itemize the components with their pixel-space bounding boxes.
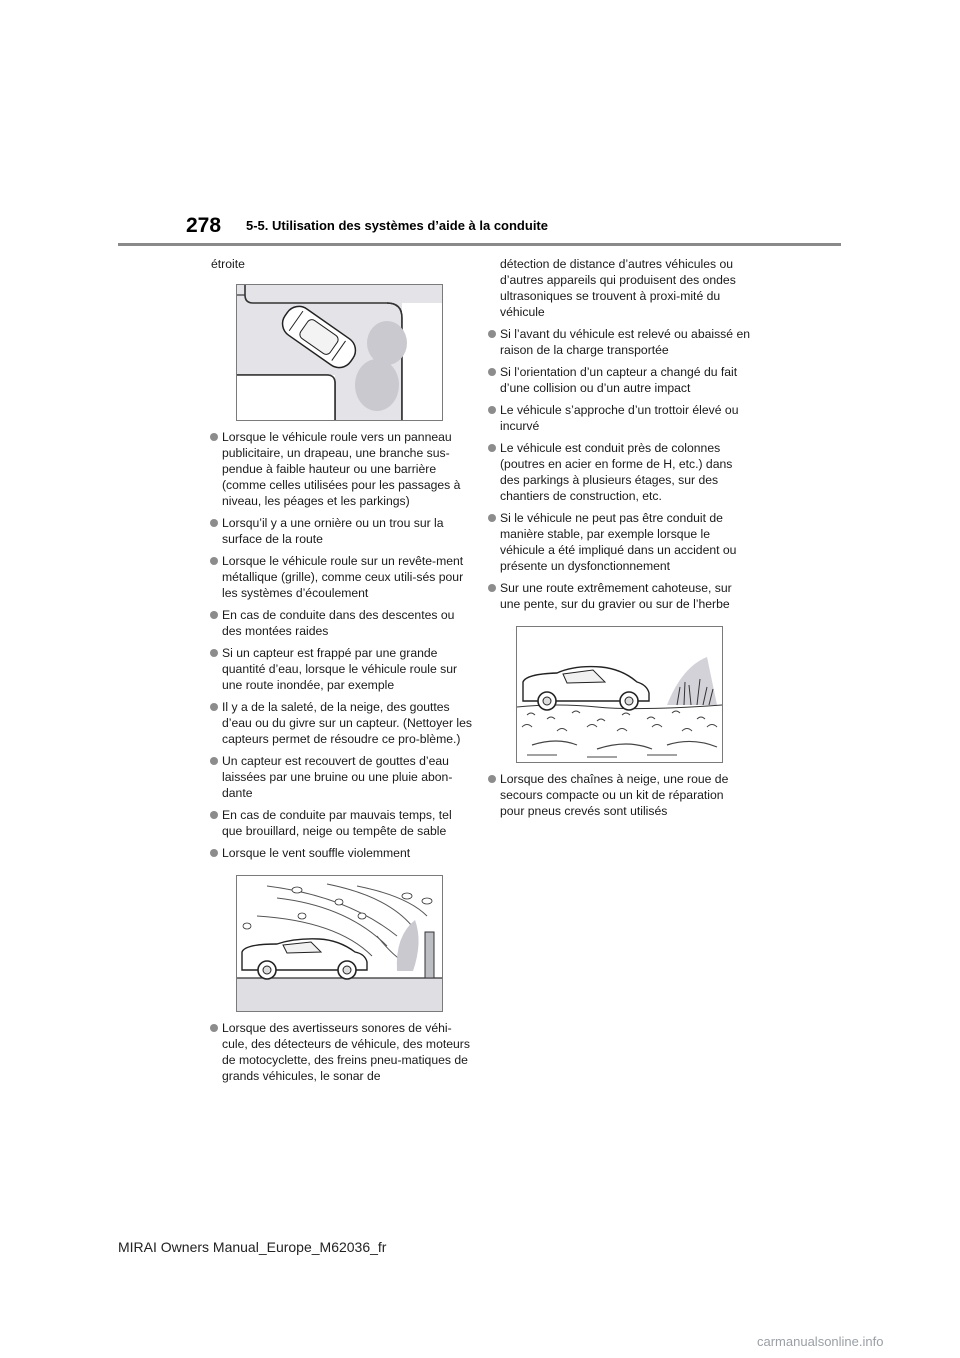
parking-corner-drawing <box>237 285 442 420</box>
list-item-text: Le véhicule s’approche d’un trottoir élevé ou incurvé <box>500 403 739 433</box>
bullet-icon <box>210 433 218 441</box>
list-item <box>211 753 473 801</box>
list-item-text: Si un capteur est frappé par une grande quantité d’eau, lorsque le véhicule roule sur une route inondée, par exemple <box>222 646 458 692</box>
section-title: 5-5. Utilisation des systèmes d’aide à la conduite <box>246 218 548 233</box>
list-item <box>211 1020 473 1084</box>
bullet-icon <box>488 330 496 338</box>
list-item <box>489 771 751 819</box>
bullet-icon <box>210 557 218 565</box>
bullet-icon <box>488 584 496 592</box>
list-item <box>211 845 473 861</box>
list-item-text: Lorsque le véhicule roule vers un panneau publicitaire, un drapeau, une branche sus-pendue à faible hauteur ou une barrière (comme celles utilisées pour les passages à niveau, les péages et les parkings) <box>222 430 461 508</box>
bullet-icon <box>210 703 218 711</box>
rough-road-drawing <box>517 627 722 762</box>
bullet-icon <box>210 519 218 527</box>
continuation-text: étroite <box>211 257 245 271</box>
list-item-text: Il y a de la saleté, de la neige, des gouttes d’eau ou du givre sur un capteur. (Nettoyer les capteurs permet de résoudre ce pro-blème.) <box>222 700 472 746</box>
list-item-text: Si l’avant du véhicule est relevé ou abaissé en raison de la charge transportée <box>500 327 750 357</box>
parking-corner-illustration <box>236 284 443 421</box>
list-item <box>211 553 473 601</box>
list-item <box>211 645 473 693</box>
list-item-text: Si l’orientation d’un capteur a changé du fait d’une collision ou d’un autre impact <box>500 365 738 395</box>
bullet-icon <box>210 811 218 819</box>
bullet-icon <box>488 444 496 452</box>
left-column <box>211 256 473 1090</box>
list-item <box>211 699 473 747</box>
list-item-text: Si le véhicule ne peut pas être conduit de manière stable, par exemple lorsque le véhicule a été impliqué dans un accident ou présente un dysfonctionnement <box>500 511 737 573</box>
bullet-icon <box>488 406 496 414</box>
list-item <box>489 440 751 504</box>
bullet-icon <box>210 849 218 857</box>
list-item-text: Le véhicule est conduit près de colonnes (poutres en acier en forme de H, etc.) dans des parkings à plusieurs étages, sur des chantiers de construction, etc. <box>500 441 733 503</box>
list-item <box>211 515 473 547</box>
list-item <box>211 429 473 509</box>
list-item <box>211 807 473 839</box>
bullet-icon <box>488 368 496 376</box>
list-item-text: En cas de conduite par mauvais temps, tel que brouillard, neige ou tempête de sable <box>222 808 452 838</box>
list-item-text: Lorsque le véhicule roule sur un revête-ment métallique (grille), comme ceux utili-sés pour les systèmes d’écoulement <box>222 554 464 600</box>
list-item-text: Sur une route extrêmement cahoteuse, sur une pente, sur du gravier ou sur de l’herbe <box>500 581 732 611</box>
bullet-icon <box>210 649 218 657</box>
right-column <box>489 256 751 825</box>
list-item <box>489 402 751 434</box>
bullet-icon <box>488 514 496 522</box>
list-item <box>489 580 751 612</box>
continuation-text: détection de distance d’autres véhicules ou d’autres appareils qui produisent des ondes ultrasoniques se trouvent à proxi-mité du véhicule <box>500 257 736 319</box>
bullet-icon <box>210 1024 218 1032</box>
watermark: carmanualsonline.info <box>757 1334 884 1349</box>
list-item-text: Lorsqu’il y a une ornière ou un trou sur la surface de la route <box>222 516 444 546</box>
bullet-icon <box>488 775 496 783</box>
page-number: 278 <box>186 214 222 237</box>
list-item-text: Un capteur est recouvert de gouttes d’eau laissées par une bruine ou une pluie abon-dante <box>222 754 453 800</box>
list-item <box>489 510 751 574</box>
bullet-icon <box>210 611 218 619</box>
list-item-text: En cas de conduite dans des descentes ou des montées raides <box>222 608 455 638</box>
rough-road-illustration <box>516 626 723 763</box>
list-item <box>489 364 751 396</box>
list-item-text: Lorsque le vent souffle violemment <box>222 846 411 860</box>
list-item <box>489 326 751 358</box>
footer-manual-id: MIRAI Owners Manual_Europe_M62036_fr <box>118 1239 387 1255</box>
list-item-text: Lorsque des chaînes à neige, une roue de secours compacte ou un kit de réparation pour pneus crevés sont utilisés <box>500 772 729 818</box>
list-item-text: Lorsque des avertisseurs sonores de véhi-cule, des détecteurs de véhicule, des moteurs de motocyclette, des freins pneu-matiques de grands véhicules, le sonar de <box>222 1021 470 1083</box>
list-item <box>211 607 473 639</box>
strong-wind-drawing <box>237 876 442 1011</box>
bullet-icon <box>210 757 218 765</box>
strong-wind-illustration <box>236 875 443 1012</box>
header-divider <box>118 243 841 246</box>
